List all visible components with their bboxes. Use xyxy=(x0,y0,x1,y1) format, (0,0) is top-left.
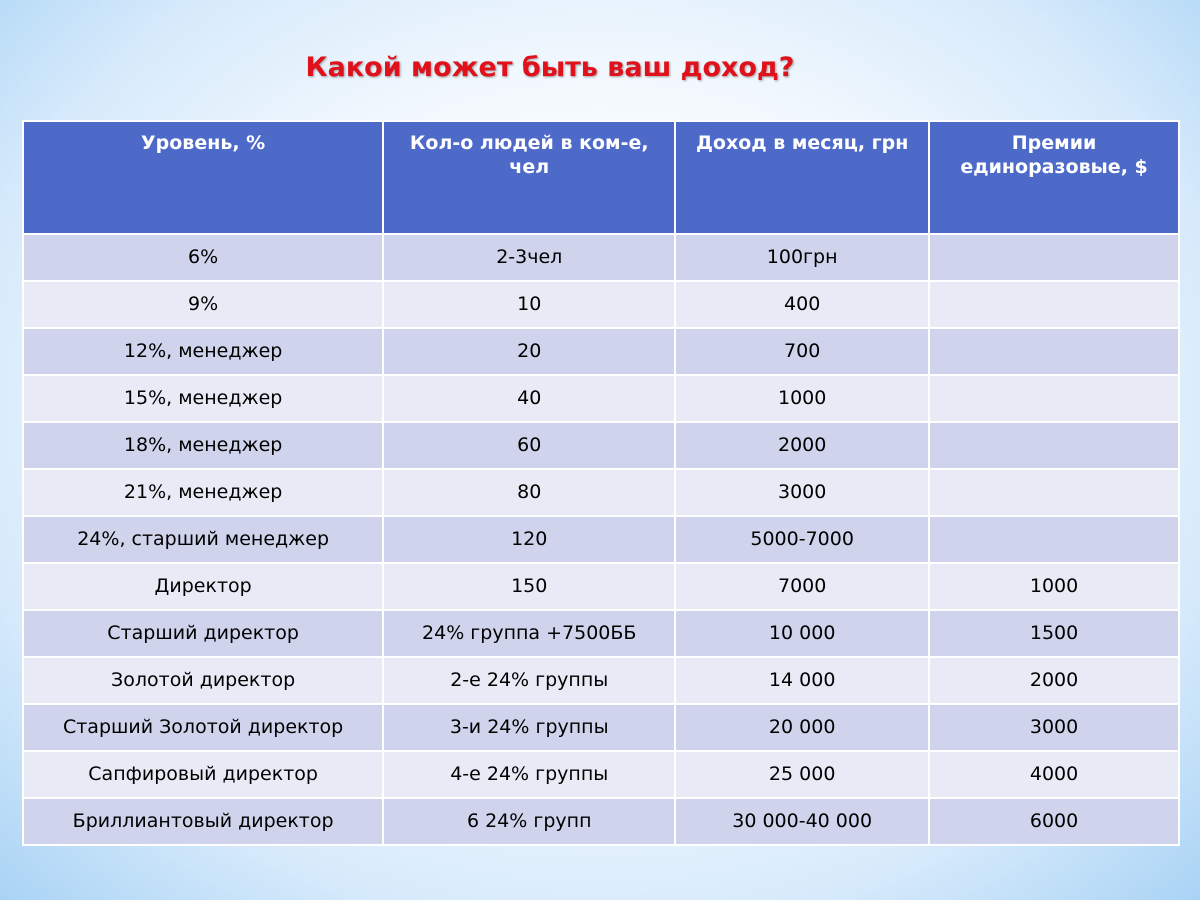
cell-team-size: 20 xyxy=(383,328,675,375)
header-monthly-income: Доход в месяц, грн xyxy=(675,121,929,234)
table-row xyxy=(23,704,1179,751)
cell-monthly-income: 400 xyxy=(675,281,929,328)
table-row xyxy=(23,375,1179,422)
table-row xyxy=(23,563,1179,610)
cell-level: Бриллиантовый директор xyxy=(23,798,383,845)
cell-level: 6% xyxy=(23,234,383,281)
cell-monthly-income: 14 000 xyxy=(675,657,929,704)
cell-team-size: 24% группа +7500ББ xyxy=(383,610,675,657)
table-row xyxy=(23,328,1179,375)
table-row xyxy=(23,422,1179,469)
cell-team-size: 3-и 24% группы xyxy=(383,704,675,751)
table-row xyxy=(23,234,1179,281)
cell-one-time-bonus: 1000 xyxy=(929,563,1179,610)
cell-monthly-income: 20 000 xyxy=(675,704,929,751)
cell-one-time-bonus xyxy=(929,375,1179,422)
cell-team-size: 6 24% групп xyxy=(383,798,675,845)
cell-level: Старший Золотой директор xyxy=(23,704,383,751)
header-team-size: Кол-о людей в ком-е, чел xyxy=(383,121,675,234)
cell-monthly-income: 5000-7000 xyxy=(675,516,929,563)
cell-team-size: 80 xyxy=(383,469,675,516)
table-row xyxy=(23,516,1179,563)
cell-one-time-bonus: 3000 xyxy=(929,704,1179,751)
table-row xyxy=(23,798,1179,845)
cell-team-size: 2-е 24% группы xyxy=(383,657,675,704)
cell-team-size: 40 xyxy=(383,375,675,422)
header-level: Уровень, % xyxy=(23,121,383,234)
table-row xyxy=(23,610,1179,657)
cell-one-time-bonus: 2000 xyxy=(929,657,1179,704)
cell-level: Сапфировый директор xyxy=(23,751,383,798)
table-row xyxy=(23,751,1179,798)
cell-monthly-income: 25 000 xyxy=(675,751,929,798)
cell-one-time-bonus xyxy=(929,328,1179,375)
cell-one-time-bonus: 6000 xyxy=(929,798,1179,845)
cell-monthly-income: 10 000 xyxy=(675,610,929,657)
cell-one-time-bonus: 1500 xyxy=(929,610,1179,657)
table-header-row xyxy=(23,121,1179,234)
cell-team-size: 120 xyxy=(383,516,675,563)
cell-level: Золотой директор xyxy=(23,657,383,704)
cell-monthly-income: 700 xyxy=(675,328,929,375)
cell-level: 21%, менеджер xyxy=(23,469,383,516)
cell-level: 15%, менеджер xyxy=(23,375,383,422)
cell-team-size: 60 xyxy=(383,422,675,469)
cell-monthly-income: 3000 xyxy=(675,469,929,516)
cell-team-size: 150 xyxy=(383,563,675,610)
cell-monthly-income: 2000 xyxy=(675,422,929,469)
cell-monthly-income: 7000 xyxy=(675,563,929,610)
cell-level: 18%, менеджер xyxy=(23,422,383,469)
cell-team-size: 4-е 24% группы xyxy=(383,751,675,798)
cell-one-time-bonus xyxy=(929,469,1179,516)
cell-level: Директор xyxy=(23,563,383,610)
cell-one-time-bonus xyxy=(929,281,1179,328)
cell-team-size: 10 xyxy=(383,281,675,328)
cell-monthly-income: 100грн xyxy=(675,234,929,281)
cell-one-time-bonus xyxy=(929,234,1179,281)
table-row xyxy=(23,657,1179,704)
table-row xyxy=(23,469,1179,516)
cell-team-size: 2-3чел xyxy=(383,234,675,281)
cell-level: 9% xyxy=(23,281,383,328)
cell-level: 24%, старший менеджер xyxy=(23,516,383,563)
cell-monthly-income: 1000 xyxy=(675,375,929,422)
page-title: Какой может быть ваш доход? xyxy=(305,52,795,83)
cell-one-time-bonus: 4000 xyxy=(929,751,1179,798)
cell-level: 12%, менеджер xyxy=(23,328,383,375)
cell-one-time-bonus xyxy=(929,516,1179,563)
cell-monthly-income: 30 000-40 000 xyxy=(675,798,929,845)
table-row xyxy=(23,281,1179,328)
cell-level: Старший директор xyxy=(23,610,383,657)
cell-one-time-bonus xyxy=(929,422,1179,469)
income-table xyxy=(22,120,1180,846)
header-one-time-bonus: Премии единоразовые, $ xyxy=(929,121,1179,234)
